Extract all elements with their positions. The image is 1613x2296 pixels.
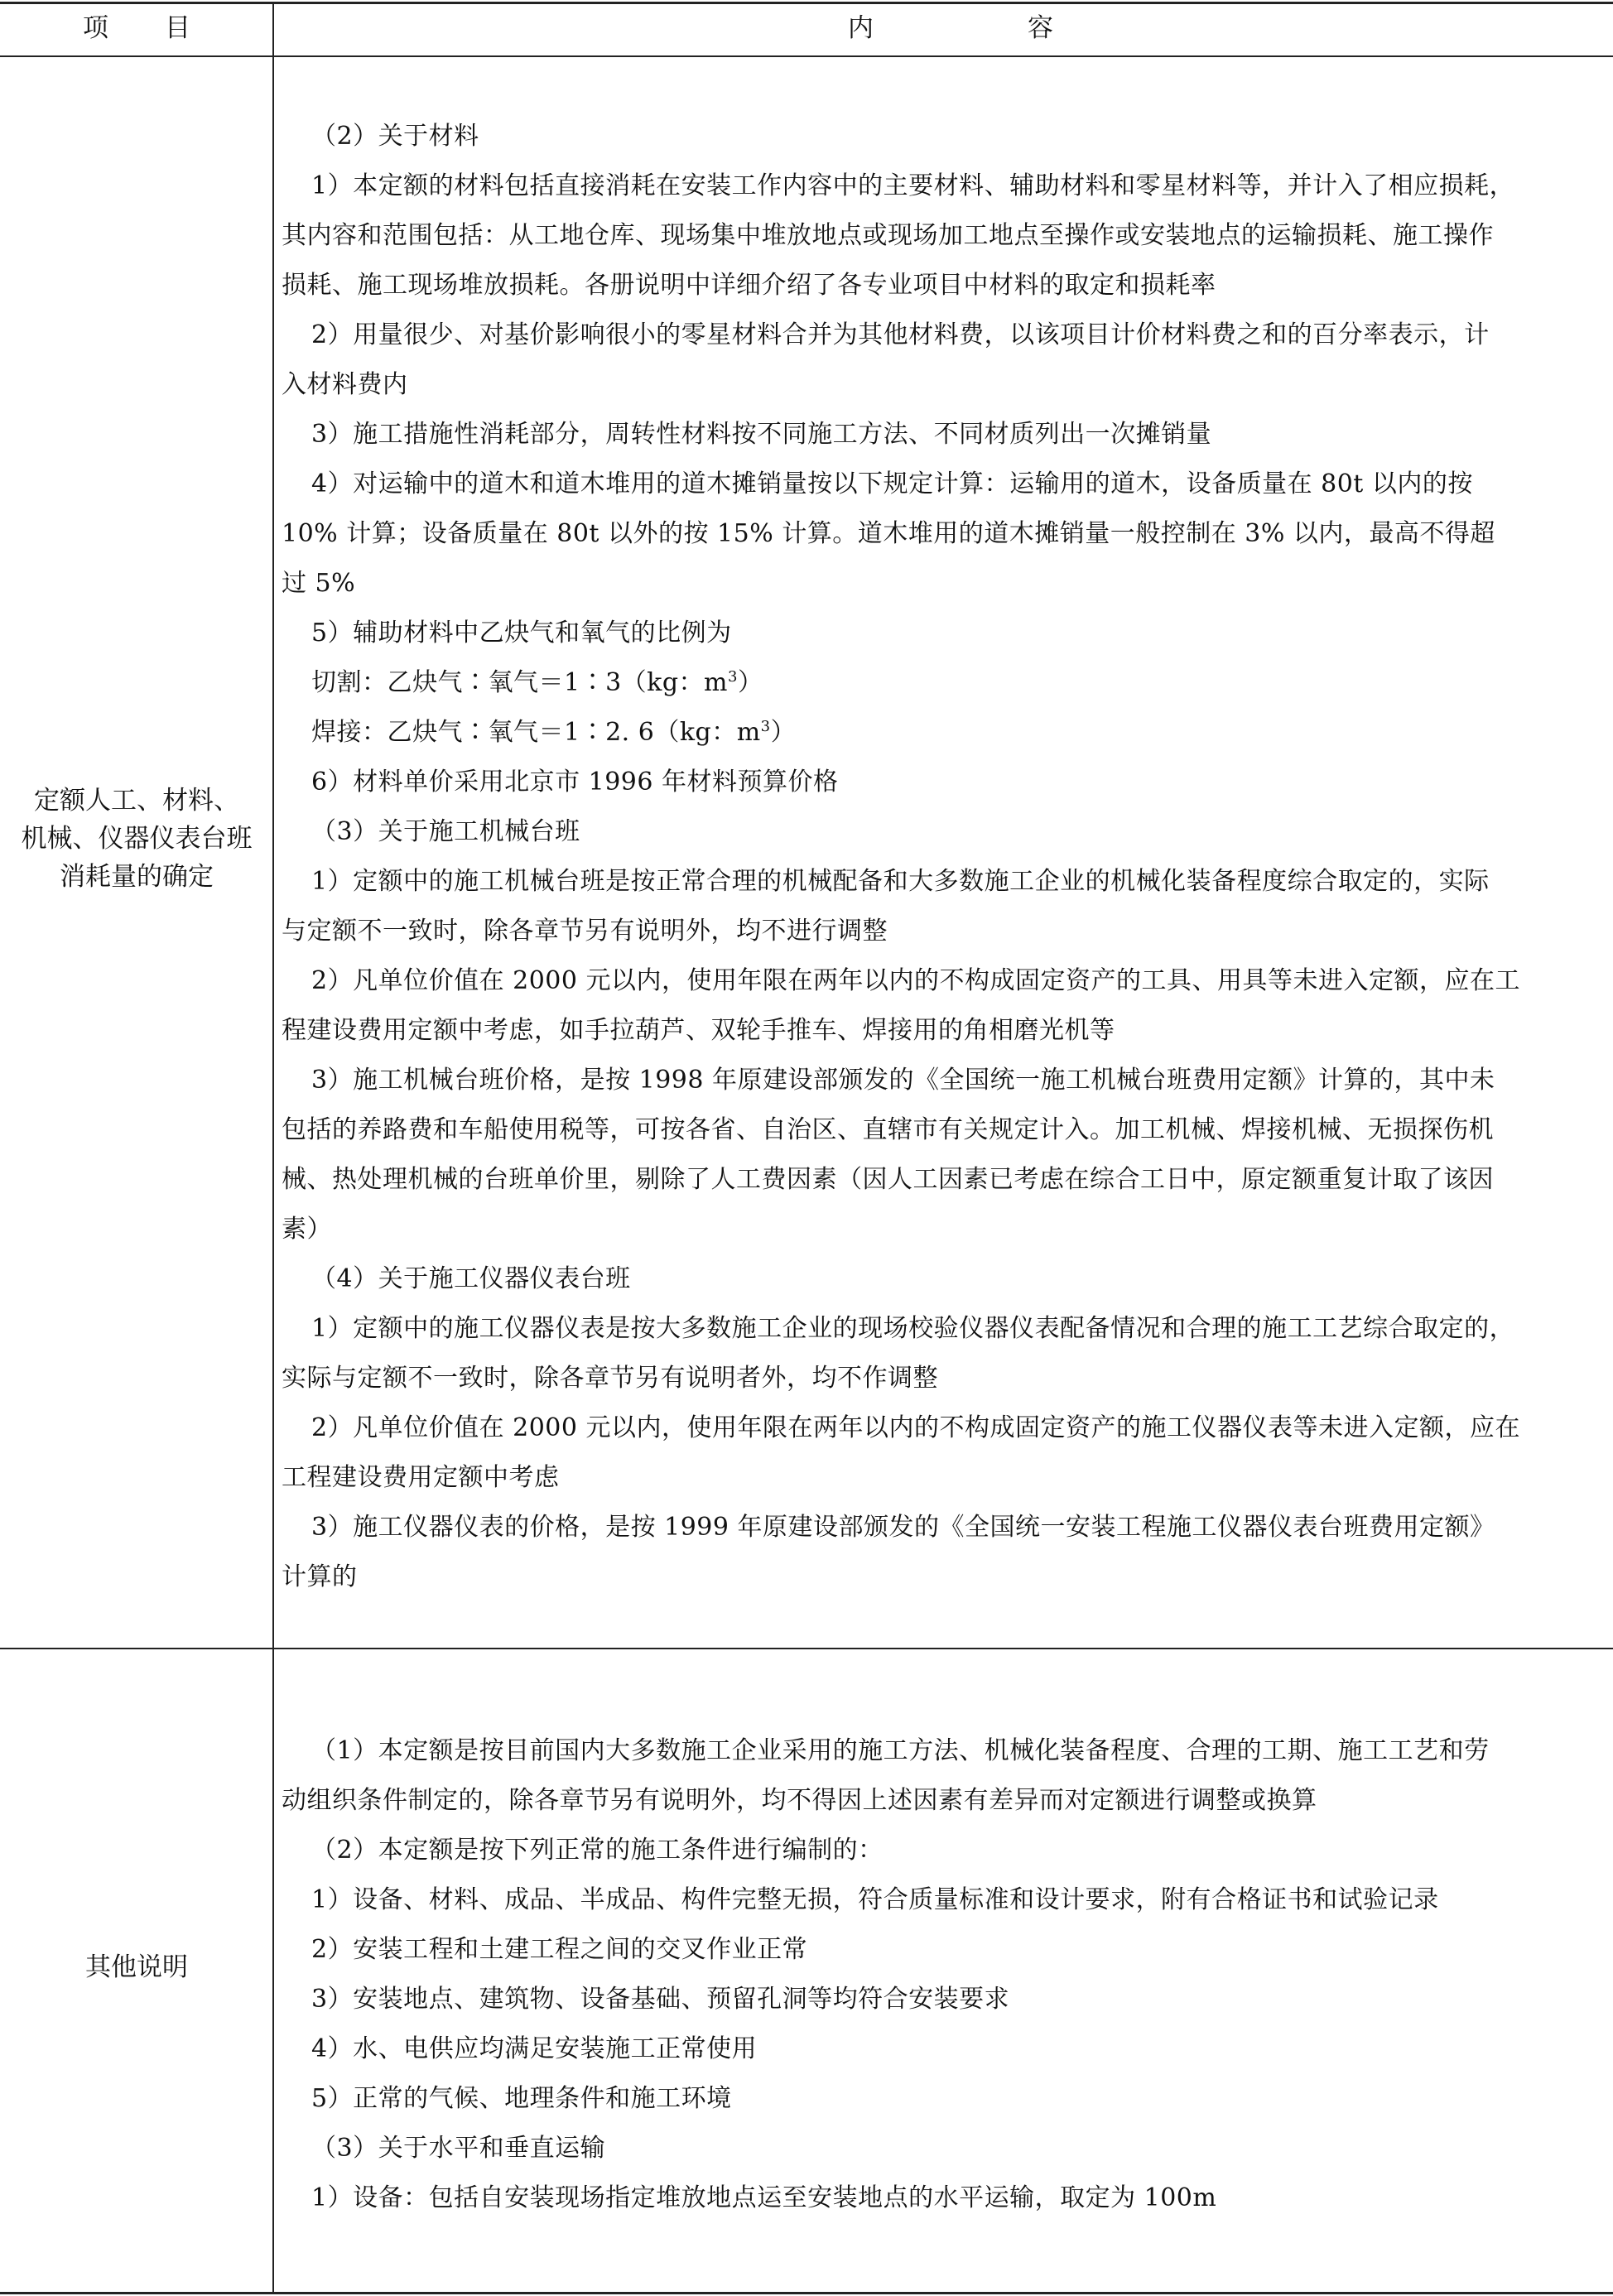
header-col-item	[83, 7, 192, 50]
content-line: 5）正常的气候、地理条件和施工环境	[311, 2084, 732, 2113]
table-bottom-border	[0, 2292, 1613, 2294]
content-line: 4）对运输中的道木和道木堆用的道木摊销量按以下规定计算：运输用的道木，设备质量在 80t 以内的按	[311, 469, 1473, 498]
content-line: （2）本定额是按下列正常的施工条件进行编制的：	[311, 1836, 884, 1865]
header-bottom-border	[0, 55, 1613, 57]
content-line: 实际与定额不一致时，除各章节另有说明者外，均不作调整	[282, 1364, 938, 1393]
content-line: 1）定额中的施工机械台班是按正常合理的机械配备和大多数施工企业的机械化装备程度综合取定的，实际	[311, 867, 1490, 896]
content-line: 6）材料单价采用北京市 1996 年材料预算价格	[311, 768, 839, 797]
content-line: 与定额不一致时，除各章节另有说明外，均不进行调整	[282, 917, 888, 946]
row1-category-line: 机械、仪器仪表台班	[21, 824, 253, 854]
header-col-content-char2: 容	[1028, 13, 1055, 43]
content-line: 10% 计算；设备质量在 80t 以外的按 15% 计算。道木堆用的道木摊销量一般控制在 3% 以内，最高不得超	[282, 519, 1495, 548]
formula-text: 焊接：乙炔气∶氧气＝1∶2. 6（kg：m	[311, 718, 761, 747]
row1-category-line: 消耗量的确定	[60, 862, 214, 892]
row2-category-line: 其他说明	[85, 1952, 188, 1982]
content-line: 3）安装地点、建筑物、设备基础、预留孔洞等均符合安装要求	[311, 1985, 1010, 2014]
content-line: 计算的	[282, 1562, 358, 1591]
content-line: 1）设备、材料、成品、半成品、构件完整无损，符合质量标准和设计要求，附有合格证书和试验记录	[311, 1885, 1439, 1914]
content-line: 其内容和范围包括：从工地仓库、现场集中堆放地点或现场加工地点至操作或安装地点的运输损耗、施工操作	[282, 221, 1494, 250]
content-line: 1）定额中的施工仪器仪表是按大多数施工企业的现场校验仪器仪表配备情况和合理的施工工艺综合取定的，	[311, 1314, 1515, 1343]
content-line: （1）本定额是按目前国内大多数施工企业采用的施工方法、机械化装备程度、合理的工期、施工工艺和劳	[311, 1736, 1490, 1765]
content-line: 2）凡单位价值在 2000 元以内，使用年限在两年以内的不构成固定资产的施工仪器仪表等未进入定额，应在	[311, 1413, 1521, 1442]
row-divider	[0, 1648, 1613, 1649]
row1-category	[0, 782, 273, 896]
row2-content	[282, 1726, 1603, 2223]
content-line: 3）施工仪器仪表的价格，是按 1999 年原建设部颁发的《全国统一安装工程施工仪器仪表台班费用定额》	[311, 1513, 1495, 1542]
content-line: 动组织条件制定的，除各章节另有说明外，均不得因上述因素有差异而对定额进行调整或换算	[282, 1786, 1317, 1815]
content-line: 入材料费内	[282, 370, 408, 399]
superscript: 3	[760, 718, 771, 735]
header-col-content-char1: 内	[848, 13, 875, 43]
content-line: 3）施工措施性消耗部分，周转性材料按不同施工方法、不同材质列出一次摊销量	[311, 420, 1212, 449]
content-line: 程建设费用定额中考虑，如手拉葫芦、双轮手推车、焊接用的角相磨光机等	[282, 1016, 1115, 1045]
content-line: （3）关于水平和垂直运输	[311, 2134, 606, 2163]
content-line: 械、热处理机械的台班单价里，剔除了人工费因素（因人工因素已考虑在综合工日中，原定额重复计取了该因	[282, 1165, 1494, 1194]
superscript: 3	[728, 668, 738, 686]
row1-content	[282, 112, 1603, 1602]
content-line: 5）辅助材料中乙炔气和氧气的比例为	[311, 619, 732, 647]
formula-line-welding	[282, 708, 1603, 758]
close-paren: ）	[737, 668, 763, 697]
content-line: （3）关于施工机械台班	[311, 817, 580, 846]
content-line: 1）本定额的材料包括直接消耗在安装工作内容中的主要材料、辅助材料和零星材料等，并计入了相应损耗，	[311, 171, 1515, 200]
content-line: 2）安装工程和土建工程之间的交叉作业正常	[311, 1935, 808, 1964]
content-line: 3）施工机械台班价格，是按 1998 年原建设部颁发的《全国统一施工机械台班费用定额》计算的，其中未	[311, 1066, 1495, 1095]
header-col-item-char1: 项	[83, 13, 110, 43]
row2-category	[0, 1948, 273, 1986]
content-line: 包括的养路费和车船使用税等，可按各省、自治区、直辖市有关规定计入。加工机械、焊接机械、无损探伤机	[282, 1115, 1494, 1144]
formula-text: 切割：乙炔气∶氧气＝1∶3（kg：m	[311, 668, 729, 697]
content-line: （2）关于材料	[311, 122, 479, 151]
content-line: 损耗、施工现场堆放损耗。各册说明中详细介绍了各专业项目中材料的取定和损耗率	[282, 271, 1216, 300]
header-col-content	[848, 7, 1055, 50]
content-line: 素）	[282, 1215, 332, 1244]
content-line: 2）凡单位价值在 2000 元以内，使用年限在两年以内的不构成固定资产的工具、用具等未进入定额，应在工	[311, 966, 1521, 995]
row1-category-line: 定额人工、材料、	[34, 786, 239, 816]
table-top-border	[0, 2, 1613, 4]
content-line: 过 5%	[282, 569, 356, 598]
content-line: 1）设备：包括自安装现场指定堆放地点运至安装地点的水平运输，取定为 100m	[311, 2183, 1217, 2212]
header-col-item-char2: 目	[165, 13, 192, 43]
content-line: （4）关于施工仪器仪表台班	[311, 1264, 631, 1293]
content-line: 4）水、电供应均满足安装施工正常使用	[311, 2034, 758, 2063]
close-paren: ）	[770, 718, 797, 747]
formula-line-cutting	[282, 658, 1603, 708]
content-line: 工程建设费用定额中考虑	[282, 1463, 560, 1492]
content-line: 2）用量很少、对基价影响很小的零星材料合并为其他材料费，以该项目计价材料费之和的百分率表示，计	[311, 320, 1490, 349]
